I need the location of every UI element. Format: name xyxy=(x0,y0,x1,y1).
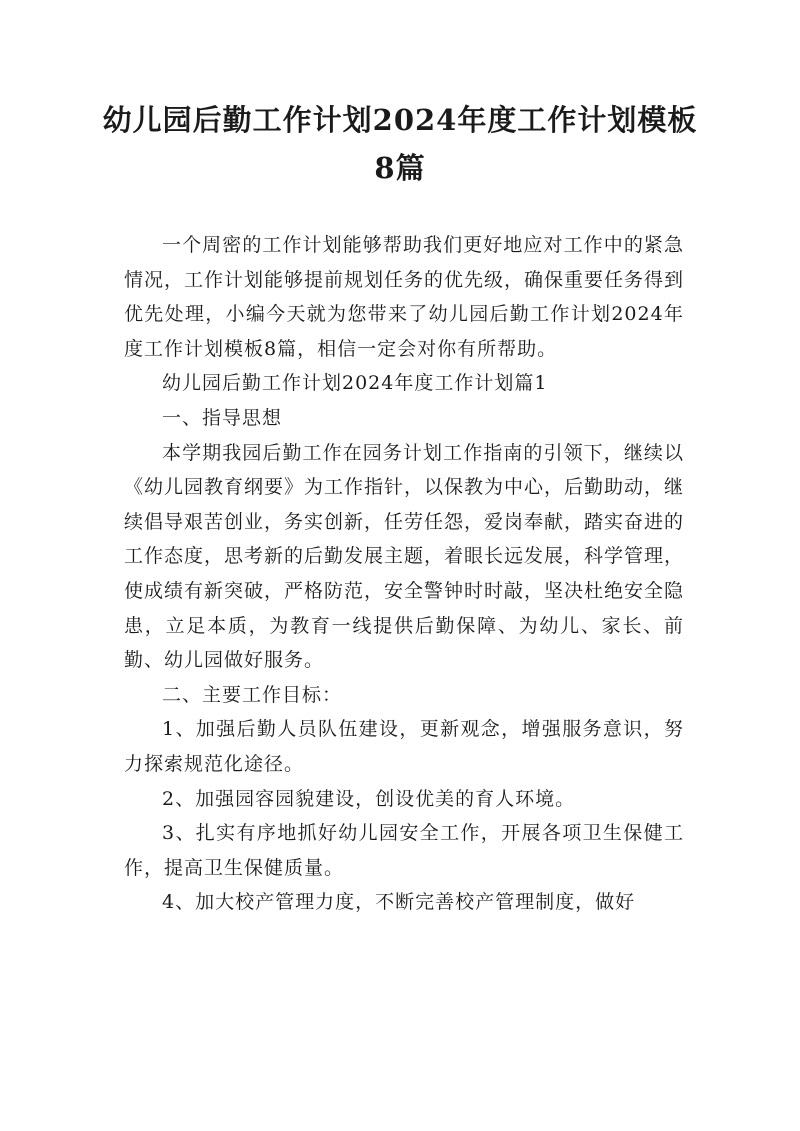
document-body xyxy=(124,228,684,920)
subheading-main-goals: 二、主要工作目标： xyxy=(162,683,343,706)
subheading-guiding-ideology: 一、指导思想 xyxy=(162,406,283,429)
goal-item-1: 1、加强后勤人员队伍建设，更新观念，增强服务意识，努力探索规范化途径。 xyxy=(124,718,684,775)
goal-item-3: 3、扎实有序地抓好幼儿园安全工作，开展各项卫生保健工作，提高卫生保健质量。 xyxy=(124,822,684,879)
intro-paragraph: 一个周密的工作计划能够帮助我们更好地应对工作中的紧急情况，工作计划能够提前规划任务的优先级，确保重要任务得到优先处理，小编今天就为您带来了幼儿园后勤工作计划2024年度工作计划模板8篇，相信一定会对你有所帮助。 xyxy=(124,234,685,360)
guiding-ideology-paragraph: 本学期我园后勤工作在园务计划工作指南的引领下，继续以《幼儿园教育纲要》为工作指针，以保教为中心，后勤助动，继续倡导艰苦创业，务实创新，任劳任怨，爱岗奉献，踏实奋进的工作态度，思考新的后勤发展主题，着眼长远发展，科学管理，使成绩有新突破，严格防范，安全警钟时时敲，坚决杜绝安全隐患，立足本质，为教育一线提供后勤保障、为幼儿、家长、前勤、幼儿园做好服务。 xyxy=(124,441,685,672)
goal-item-2: 2、加强园容园貌建设，创设优美的育人环境。 xyxy=(162,787,576,810)
goal-item-4: 4、加大校产管理力度，不断完善校产管理制度，做好 xyxy=(162,891,636,914)
section-heading: 幼儿园后勤工作计划2024年度工作计划篇1 xyxy=(162,372,548,395)
document-title: 幼儿园后勤工作计划2024年度工作计划模板8篇 xyxy=(102,103,698,185)
